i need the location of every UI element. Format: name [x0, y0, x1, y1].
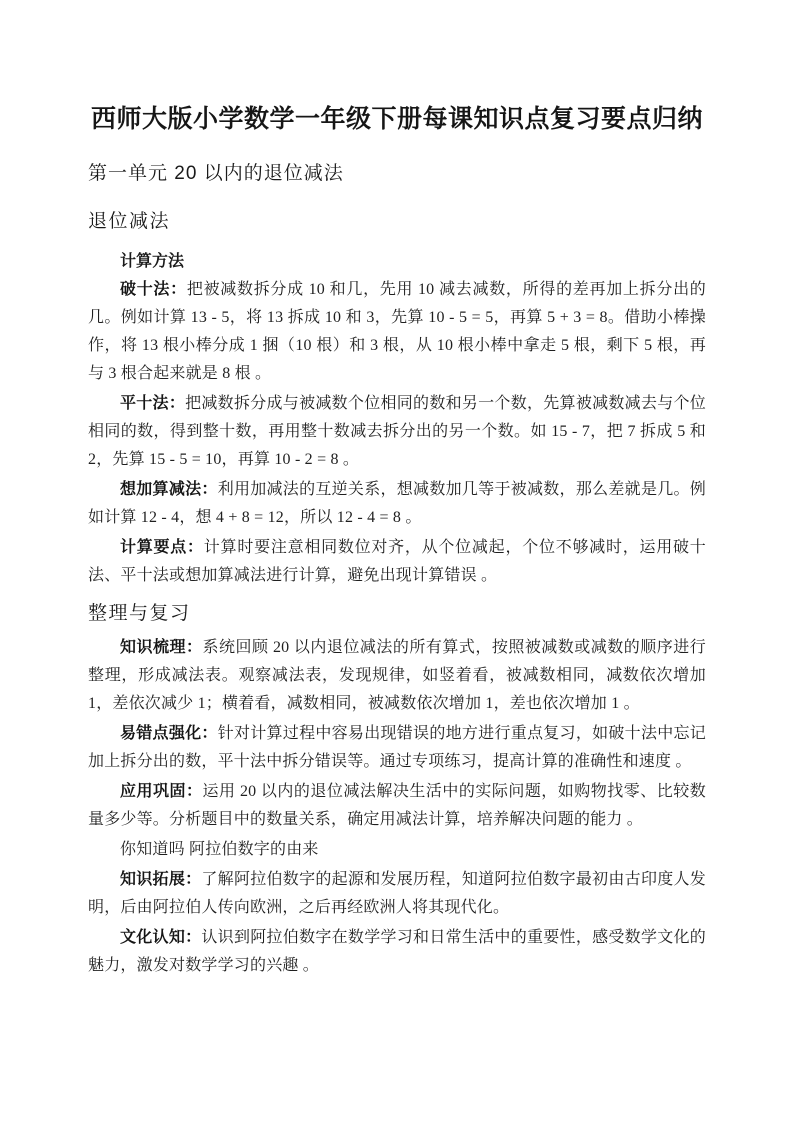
paragraph-lead: 易错点强化： [120, 725, 218, 742]
document-title: 西师大版小学数学一年级下册每课知识点复习要点归纳 [90, 105, 703, 133]
paragraph-text: 运用 20 以内的退位减法解决生活中的实际问题，如购物找零、比较数量多少等。分析题目中的数量关系，确定用减法计算，培养解决问题的能力 。 [88, 783, 706, 828]
paragraph-lead: 想加算减法： [120, 481, 218, 498]
paragraph-did-you-know [88, 836, 706, 864]
unit-heading: 第一单元 20 以内的退位减法 [88, 163, 344, 184]
paragraph-text: 把减数拆分成与被减数个位相同的数和另一个数，先算被减数减去与个位相同的数，得到整十数，再用整十数减去拆分出的另一个数。如 15 - 7，把 7 拆成 5 和 2，先算 15 - 5 = 10，再算 10 - 2 = 8 。 [88, 395, 706, 468]
paragraph-lead: 知识梳理： [120, 639, 203, 656]
paragraph-think-addition-method [88, 476, 706, 532]
paragraph-error-prone-points [88, 720, 706, 776]
paragraph-calculation-keypoints [88, 534, 706, 590]
subheading-calculation-methods: 计算方法 [120, 253, 185, 270]
paragraph-knowledge-sorting [88, 634, 706, 718]
paragraph-break-ten-method [88, 276, 706, 388]
paragraph-text: 针对计算过程中容易出现错误的地方进行重点复习，如破十法中忘记加上拆分出的数，平十法中拆分错误等。通过专项练习，提高计算的准确性和速度 。 [88, 725, 706, 770]
paragraph-lead: 计算要点： [120, 539, 204, 556]
section-heading-borrow-subtraction: 退位减法 [88, 211, 171, 232]
paragraph-level-ten-method [88, 390, 706, 474]
paragraph-text: 了解阿拉伯数字的起源和发展历程，知道阿拉伯数字最初由古印度人发明，后由阿拉伯人传向欧洲，之后再经欧洲人将其现代化。 [88, 871, 706, 916]
paragraph-lead: 平十法： [120, 395, 186, 412]
paragraph-cultural-cognition [88, 924, 706, 980]
paragraph-text: 系统回顾 20 以内退位减法的所有算式，按照被减数或减数的顺序进行整理，形成减法表。观察减法表，发现规律，如竖着看，被减数相同，减数依次增加 1，差依次减少 1；横着看，减数相同，被减数依次增加 1，差也依次增加 1 。 [88, 639, 706, 712]
paragraph-text: 你知道吗 阿拉伯数字的由来 [120, 841, 319, 858]
paragraph-lead: 破十法： [120, 281, 187, 298]
paragraph-lead: 知识拓展： [120, 871, 202, 888]
paragraph-text: 计算时要注意相同数位对齐，从个位减起，个位不够减时，运用破十法、平十法或想加算减法进行计算，避免出现计算错误 。 [88, 539, 706, 584]
paragraph-lead: 文化认知： [120, 929, 202, 946]
paragraph-text: 把被减数拆分成 10 和几，先用 10 减去减数，所得的差再加上拆分出的几。例如计算 13 - 5，将 13 拆成 10 和 3，先算 10 - 5 = 5，再算 5 + 3 = 8。借助小棒操作，将 13 根小棒分成 1 捆（10 根）和 3 根，从 10 根小棒中拿走 5 根，剩下 5 根，再与 3 根合起来就是 8 根 。 [88, 281, 706, 382]
paragraph-lead: 应用巩固： [120, 783, 203, 800]
paragraph-application-consolidation [88, 778, 706, 834]
paragraph-knowledge-expansion [88, 866, 706, 922]
paragraph-text: 利用加减法的互逆关系，想减数加几等于被减数，那么差就是几。例如计算 12 - 4，想 4 + 8 = 12，所以 12 - 4 = 8 。 [88, 481, 706, 526]
paragraph-text: 认识到阿拉伯数字在数学学习和日常生活中的重要性，感受数学文化的魅力，激发对数学学习的兴趣 。 [88, 929, 706, 974]
section-heading-organize-review: 整理与复习 [88, 603, 191, 624]
